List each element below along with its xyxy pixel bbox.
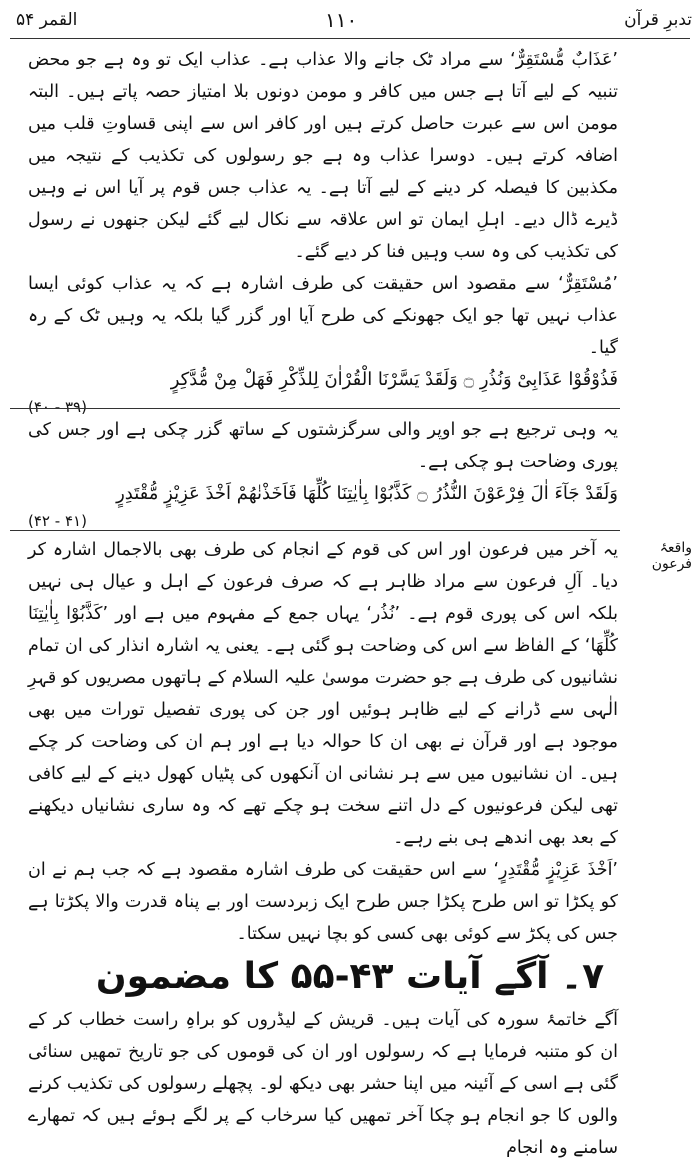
quran-verse: فَذُوْقُوْا عَذَابِیْ وَنُذُرِ ۝ وَلَقَدْ یَسَّرْنَا الْقُرْاٰنَ لِلذِّکْرِ فَهَلْ مِنْ مُّدَّکِرٍ bbox=[170, 369, 618, 390]
header-rule bbox=[10, 38, 690, 39]
section-divider bbox=[10, 530, 620, 531]
section-heading: ۷۔ آگے آیات ۴۳-۵۵ کا مضمون bbox=[95, 956, 605, 997]
section-divider bbox=[10, 408, 620, 409]
quran-verse: وَلَقَدْ جَآءَ اٰلَ فِرْعَوْنَ النُّذُرُ ۝ كَذَّبُوْا بِاٰیٰتِنَا كُلِّهَا فَاَخَذْنٰهُمْ اَخْذَ عَزِیْزٍ مُّقْتَدِرٍ bbox=[116, 483, 618, 504]
verse-reference: (۳۹ - ۴۰) bbox=[28, 398, 87, 416]
paragraph: ’مُسْتَقِرٌّ‘ سے مقصود اس حقیقت کی طرف اشارہ ہے کہ یہ عذاب کوئی ایسا عذاب نہیں تھا جو ایک جھونکے کی طرح آیا اور گزر گیا بلکہ یہ وہیں ٹک کے رہ گیا۔ bbox=[28, 274, 618, 358]
commentary-block-1 bbox=[28, 44, 618, 418]
paragraph: ’عَذَابٌ مُّسْتَقِرٌّ‘ سے مراد ٹک جانے والا عذاب ہے۔ عذاب ایک تو وہ ہے جو محض تنبیہ کے لیے آتا ہے جس میں کافر و مومن دونوں بلا امتیاز حصہ پاتے ہیں۔ البتہ مومن اس سے عبرت حاصل کرتے ہیں اور کافر اس سے اپنی قساوتِ قلب میں اضافہ کرتے ہیں۔ دوسرا عذاب وہ ہے جو رسولوں کی تکذیب کے نتیجہ میں مکذبین کا فیصلہ کر دینے کے لیے آتا ہے۔ یہ عذاب جس قوم پر آیا اس نے وہیں ڈیرے ڈال دیے۔ اہلِ ایمان تو اس علاقہ سے نکال لیے گئے لیکن جنھوں نے رسول کی تکذیب کی وہ سب وہیں فنا کر دیے گئے۔ bbox=[28, 50, 618, 262]
commentary-block-2 bbox=[28, 414, 618, 532]
book-title: تدبرِ قرآن bbox=[624, 10, 692, 30]
paragraph: ’اَخْذَ عَزِیْزٍ مُّقْتَدِرٍ‘ سے اس حقیقت کی طرف اشارہ مقصود ہے کہ جب ہم نے ان کو پکڑا تو اس طرح پکڑا جس طرح ایک زبردست اور بے پناہ قدرت والا پکڑتا ہے جس کی پکڑ سے کوئی بھی کسی کو بچا نہیں سکتا۔ bbox=[28, 860, 618, 944]
page-header bbox=[0, 6, 700, 40]
margin-note: واقعۂ فرعون bbox=[651, 540, 692, 572]
paragraph: آگے خاتمۂ سورہ کی آیات ہیں۔ قریش کے لیڈروں کو براہِ راست خطاب کر کے ان کو متنبہ فرمایا ہے کہ رسولوں اور ان کی قوموں کی جو تاریخ تمھیں سنائی گئی ہے اسی کے آئینہ میں اپنا حشر بھی دیکھ لو۔ پچھلے رسولوں کی تکذیب کرنے والوں کا جو انجام ہو چکا آخر تمھیں کیا سرخاب کے پر لگے ہوئے ہیں کہ تمھارے سامنے وہ انجام bbox=[28, 1010, 618, 1158]
section-intro bbox=[28, 1004, 618, 1164]
page-number: ۱۱۰ bbox=[325, 8, 358, 32]
surah-label: القمر ۵۴ bbox=[16, 10, 78, 30]
verse-reference: (۴۱ - ۴۲) bbox=[28, 512, 87, 530]
paragraph: یہ آخر میں فرعون اور اس کی قوم کے انجام کی طرف بھی بالاجمال اشارہ کر دیا۔ آلِ فرعون سے مراد ظاہر ہے کہ صرف فرعون کے اہل و عیال ہی نہیں بلکہ اس کی پوری قوم ہے۔ ’نُذُر‘ یہاں جمع کے مفہوم میں ہے اور ’كَذَّبُوْا بِاٰیٰتِنَا كُلِّهَا‘ کے الفاظ سے اس کی وضاحت ہو گئی ہے۔ یعنی یہ اشارہ انذار کی ان تمام نشانیوں کی طرف ہے جو حضرت موسیٰ علیہ السلام کے ہاتھوں مصریوں کو قہرِ الٰہی سے ڈرانے کے لیے ظاہر ہوئیں اور جن کی پوری تفصیل تورات میں بھی موجود ہے اور قرآن نے بھی ان کا حوالہ دیا ہے اور ہم ان کی وضاحت کر چکے ہیں۔ ان نشانیوں میں سے ہر نشانی ان آنکھوں کی پٹیاں کھول دینے کے لیے کافی تھی لیکن فرعونیوں کے دل اتنے سخت ہو چکے تھے کہ وہ ساری نشانیاں دیکھنے کے بعد بھی اندھے ہی بنے رہے۔ bbox=[28, 540, 618, 848]
commentary-block-3 bbox=[28, 534, 618, 950]
paragraph: یہ وہی ترجیع ہے جو اوپر والی سرگزشتوں کے ساتھ گزر چکی ہے اور جس کی پوری وضاحت ہو چکی ہے۔ bbox=[28, 420, 618, 472]
